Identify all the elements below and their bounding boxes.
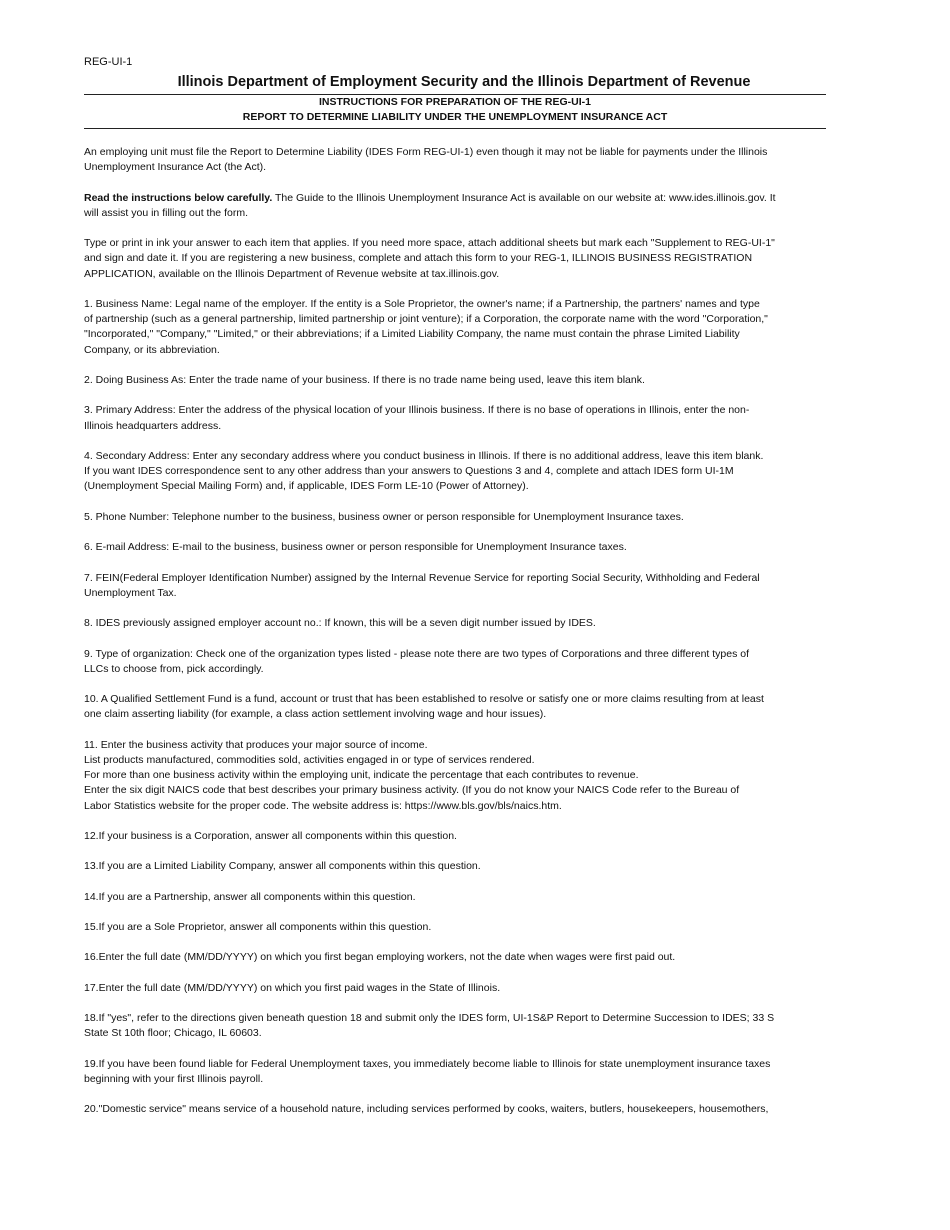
paragraph-line [84, 312, 844, 327]
line-text: 11. Enter the business activity that produces your major source of income. [84, 738, 428, 751]
line-text: 3. Primary Address: Enter the address of the physical location of your Illinois business. If there is no base of operations in Illinois, enter the non- [84, 404, 750, 417]
paragraph-line [84, 540, 844, 555]
instruction-paragraph [84, 403, 844, 433]
subtitle-line-1: INSTRUCTIONS FOR PREPARATION OF THE REG-UI-1 [318, 96, 592, 108]
line-text: "Incorporated," "Company," "Limited," or their abbreviations; if a Limited Liability Company, the name must contain the phrase Limited Liability [84, 328, 740, 341]
paragraph-line [84, 783, 844, 798]
paragraph-line [84, 419, 844, 434]
paragraph-line [84, 616, 844, 631]
line-text: 2. Doing Business As: Enter the trade name of your business. If there is no trade name being used, leave this item blank. [84, 373, 645, 386]
instruction-paragraph [84, 1011, 844, 1041]
paragraph-line [84, 707, 844, 722]
instruction-paragraph [84, 981, 844, 996]
paragraph-line [84, 449, 844, 464]
paragraph-line [84, 297, 844, 312]
line-text: List products manufactured, commodities sold, activities engaged in or type of services rendered. [84, 753, 535, 766]
paragraph-line [84, 191, 844, 206]
instruction-paragraph [84, 297, 844, 358]
line-text: For more than one business activity within the employing unit, indicate the percentage that each contributes to revenue. [84, 769, 639, 782]
instruction-paragraph [84, 191, 844, 221]
paragraph-line [84, 768, 844, 783]
line-text: 12.If your business is a Corporation, answer all components within this question. [84, 829, 457, 842]
paragraph-line [84, 738, 844, 753]
line-text: (Unemployment Special Mailing Form) and, if applicable, IDES Form LE-10 (Power of Attorney). [84, 480, 529, 493]
paragraph-line [84, 464, 844, 479]
line-text: 14.If you are a Partnership, answer all components within this question. [84, 890, 416, 903]
line-text: If you want IDES correspondence sent to any other address than your answers to Questions 3 and 4, complete and attach IDES form UI-1M [84, 465, 734, 478]
paragraph-line [84, 160, 844, 175]
line-text: APPLICATION, available on the Illinois Department of Revenue website at tax.illinois.gov. [84, 267, 500, 280]
instruction-paragraph [84, 145, 844, 175]
paragraph-line [84, 662, 844, 677]
paragraph-line [84, 981, 844, 996]
line-text: Type or print in ink your answer to each item that applies. If you need more space, attach additional sheets but mark each "Supplement to REG-UI-1" [84, 237, 775, 250]
line-text: 15.If you are a Sole Proprietor, answer all components within this question. [84, 921, 432, 934]
paragraph-line [84, 327, 844, 342]
document-page [84, 56, 844, 1133]
paragraph-line [84, 403, 844, 418]
line-text: Unemployment Tax. [84, 586, 177, 599]
line-text: Labor Statistics website for the proper code. The website address is: https://www.bls.gov/bls/naics.htm. [84, 799, 562, 812]
line-text: Enter the six digit NAICS code that best describes your primary business activity. (If you do not know your NAICS Code refer to the Bureau of [84, 784, 740, 797]
paragraph-line [84, 373, 844, 388]
paragraph-line [84, 859, 844, 874]
line-text: Unemployment Insurance Act (the Act). [84, 161, 267, 174]
page-title: Illinois Department of Employment Security and the Illinois Department of Revenue [177, 74, 751, 90]
paragraph-line [84, 479, 844, 494]
instruction-paragraph [84, 616, 844, 631]
paragraph-line [84, 1026, 844, 1041]
line-text: 1. Business Name: Legal name of the employer. If the entity is a Sole Proprietor, the owner's name; if a Partnership, the partners' names and type [84, 297, 760, 310]
line-text: 18.If "yes", refer to the directions given beneath question 18 and submit only the IDES form, UI-1S&P Report to Determine Succession to IDES; 33 S [84, 1012, 775, 1025]
paragraph-line [84, 586, 844, 601]
instructions-body [84, 145, 844, 1118]
instruction-paragraph [84, 571, 844, 601]
paragraph-line [84, 510, 844, 525]
instruction-paragraph [84, 1057, 844, 1087]
line-text: LLCs to choose from, pick accordingly. [84, 662, 264, 675]
line-text: Company, or its abbreviation. [84, 343, 220, 356]
paragraph-line [84, 145, 844, 160]
paragraph-line [84, 920, 844, 935]
instruction-paragraph [84, 920, 844, 935]
form-id: REG-UI-1 [84, 56, 133, 68]
paragraph-line [84, 1102, 844, 1117]
line-text: The Guide to the Illinois Unemployment Insurance Act is available on our website at: www.ides.illinois.gov. It [272, 191, 776, 204]
line-text: 19.If you have been found liable for Federal Unemployment taxes, you immediately become liable to Illinois for state unemployment insurance taxes [84, 1057, 771, 1070]
paragraph-line [84, 799, 844, 814]
paragraph-line [84, 1057, 844, 1072]
instruction-paragraph [84, 890, 844, 905]
paragraph-line [84, 1011, 844, 1026]
instruction-paragraph [84, 449, 844, 495]
instruction-paragraph [84, 950, 844, 965]
paragraph-line [84, 1072, 844, 1087]
paragraph-line [84, 206, 844, 221]
paragraph-line [84, 829, 844, 844]
instruction-paragraph [84, 738, 844, 814]
line-text: 13.If you are a Limited Liability Company, answer all components within this question. [84, 860, 481, 873]
line-text: 8. IDES previously assigned employer account no.: If known, this will be a seven digit number issued by IDES. [84, 617, 596, 630]
line-text: 16.Enter the full date (MM/DD/YYYY) on which you first began employing workers, not the date when wages were first paid out. [84, 951, 676, 964]
instruction-paragraph [84, 540, 844, 555]
instruction-paragraph [84, 373, 844, 388]
paragraph-line [84, 890, 844, 905]
instruction-paragraph [84, 510, 844, 525]
line-text: 7. FEIN(Federal Employer Identification Number) assigned by the Internal Revenue Service for reporting Social Security, Withholding and Federal [84, 571, 760, 584]
instruction-paragraph [84, 647, 844, 677]
instruction-paragraph [84, 1102, 844, 1117]
instruction-paragraph [84, 859, 844, 874]
line-text: of partnership (such as a general partnership, limited partnership or joint venture); if a Corporation, the corporate name with the word "Corporation," [84, 313, 768, 326]
line-text: 4. Secondary Address: Enter any secondary address where you conduct business in Illinois. If there is no additional address, leave this item blank. [84, 449, 764, 462]
line-text: will assist you in filling out the form. [84, 206, 248, 219]
line-text: 10. A Qualified Settlement Fund is a fund, account or trust that has been established to resolve or satisfy one or more claims resulting from at least [84, 693, 764, 706]
line-text: Illinois headquarters address. [84, 419, 222, 432]
line-text: State St 10th floor; Chicago, IL 60603. [84, 1027, 262, 1040]
paragraph-line [84, 251, 844, 266]
paragraph-line [84, 236, 844, 251]
line-text: 6. E-mail Address: E-mail to the business, business owner or person responsible for Unemployment Insurance taxes. [84, 541, 627, 554]
line-text: one claim asserting liability (for example, a class action settlement involving wage and hour issues). [84, 708, 547, 721]
bold-lead-text: Read the instructions below carefully. [84, 191, 273, 204]
line-text: and sign and date it. If you are registering a new business, complete and attach this form to your REG-1, ILLINOIS BUSINESS REGISTRATION [84, 252, 753, 265]
line-text: An employing unit must file the Report to Determine Liability (IDES Form REG-UI-1) even though it may not be liable for payments under the Illinois [84, 146, 768, 158]
paragraph-line [84, 950, 844, 965]
line-text: 20."Domestic service" means service of a household nature, including services performed by cooks, waiters, butlers, housekeepers, housemothers, [84, 1103, 769, 1116]
divider-bottom [84, 128, 826, 129]
paragraph-line [84, 267, 844, 282]
instruction-paragraph [84, 692, 844, 722]
instruction-paragraph [84, 236, 844, 282]
paragraph-line [84, 753, 844, 768]
paragraph-line [84, 343, 844, 358]
line-text: 9. Type of organization: Check one of the organization types listed - please note there are two types of Corporations and three different types of [84, 647, 750, 660]
paragraph-line [84, 571, 844, 586]
line-text: 17.Enter the full date (MM/DD/YYYY) on which you first paid wages in the State of Illinois. [84, 981, 501, 994]
line-text: 5. Phone Number: Telephone number to the business, business owner or person responsible for Unemployment Insurance taxes. [84, 510, 684, 523]
line-text: beginning with your first Illinois payroll. [84, 1073, 264, 1086]
paragraph-line [84, 647, 844, 662]
paragraph-line [84, 692, 844, 707]
instruction-paragraph [84, 829, 844, 844]
subtitle-line-2: REPORT TO DETERMINE LIABILITY UNDER THE UNEMPLOYMENT INSURANCE ACT [242, 111, 668, 123]
